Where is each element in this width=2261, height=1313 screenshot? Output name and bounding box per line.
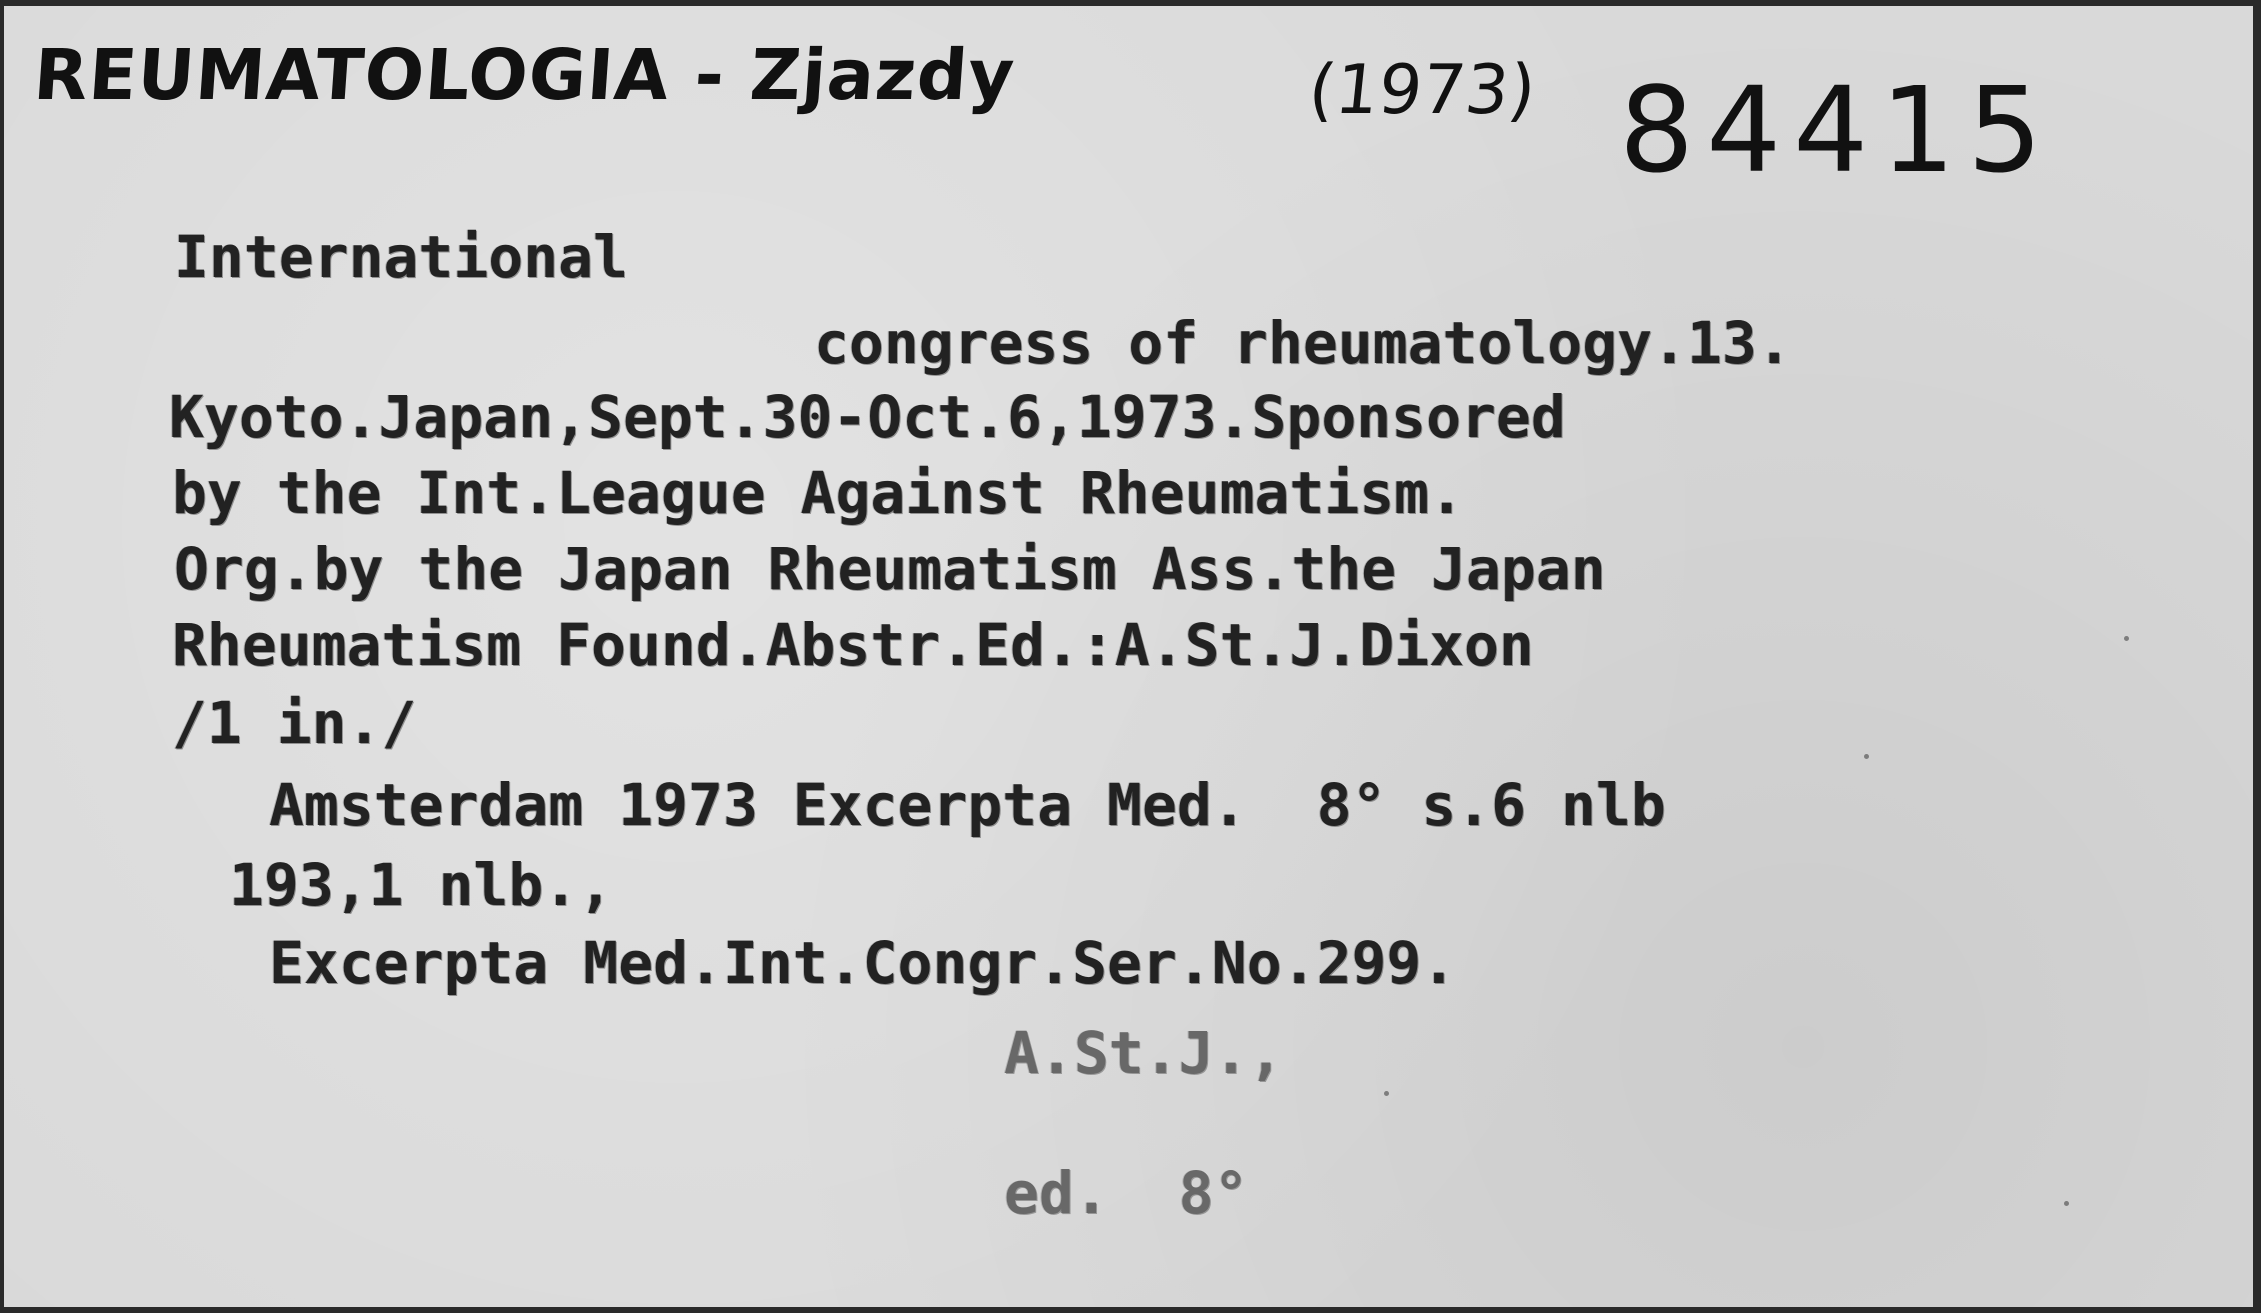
entry-line-12: ed. 8° (1004, 1159, 1249, 1227)
paper-speck (1864, 754, 1869, 759)
year-note: (1973) (1304, 51, 1540, 130)
entry-line-3: Kyoto.Japan,Sept.30-Oct.6,1973.Sponsored (169, 383, 1566, 451)
entry-line-5: Org.by the Japan Rheumatism Ass.the Japan (174, 535, 1606, 603)
entry-line-11: A.St.J., (1004, 1019, 1284, 1087)
entry-line-2: congress of rheumatology.13. (814, 309, 1792, 377)
entry-line-6: Rheumatism Found.Abstr.Ed.:A.St.J.Dixon (172, 611, 1534, 679)
paper-speck (2064, 1201, 2069, 1206)
entry-line-8: Amsterdam 1973 Excerpta Med. 8° s.6 nlb (269, 771, 1666, 839)
card-number: 84415 (1619, 61, 2055, 199)
entry-line-1: International (174, 223, 628, 291)
subject-heading: REUMATOLOGIA - Zjazdy (31, 34, 1018, 116)
paper-speck (2124, 636, 2129, 641)
entry-line-7: /1 in./ (172, 689, 417, 757)
entry-line-4: by the Int.League Against Rheumatism. (172, 459, 1465, 527)
entry-line-9: 193,1 nlb., (229, 851, 614, 919)
entry-line-10: Excerpta Med.Int.Congr.Ser.No.299. (269, 929, 1457, 997)
paper-speck (1384, 1091, 1389, 1096)
